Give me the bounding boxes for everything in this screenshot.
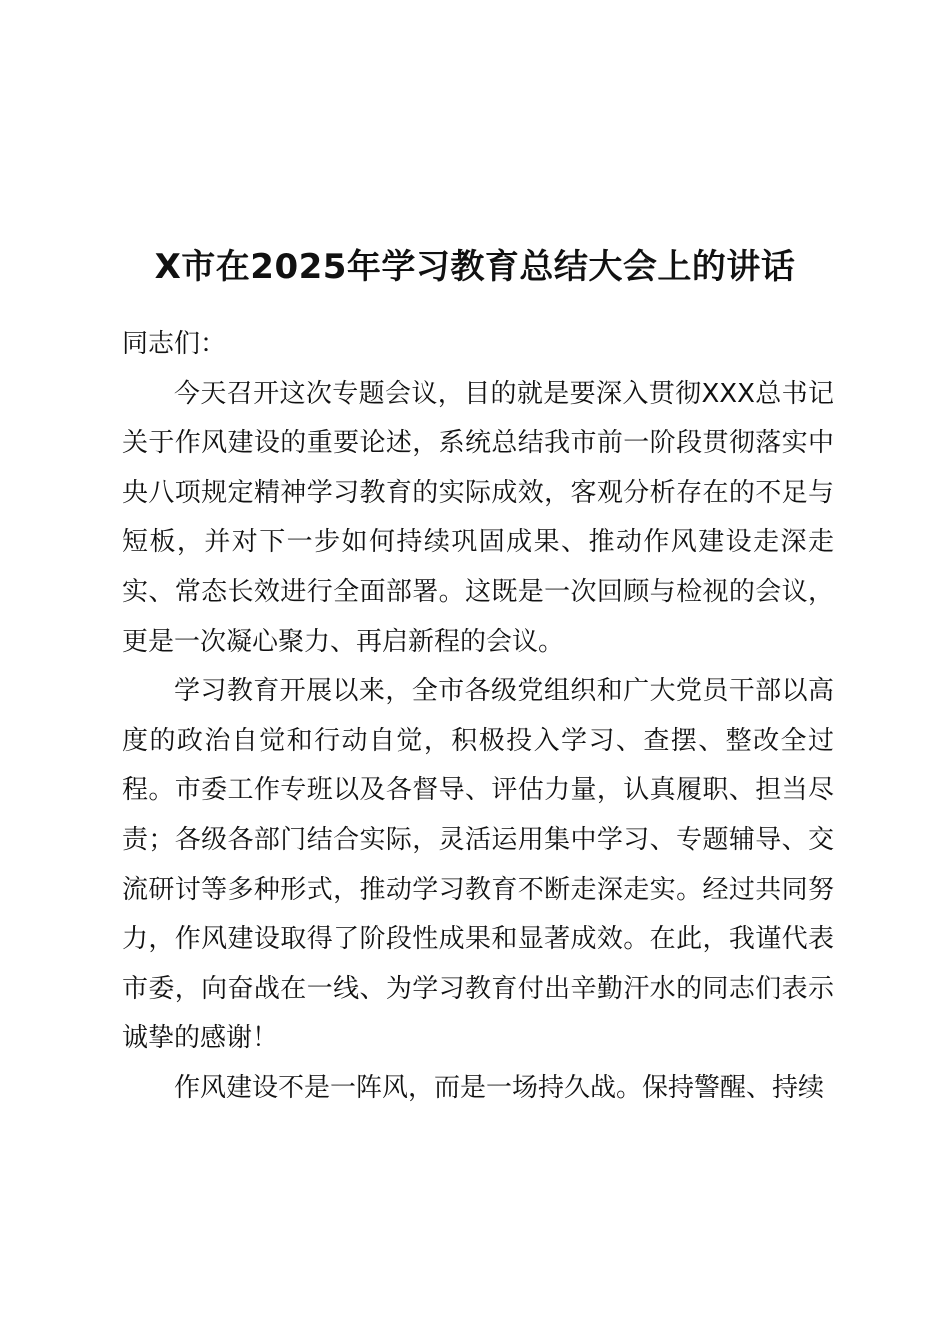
paragraph-2: 学习教育开展以来，全市各级党组织和广大党员干部以高度的政治自觉和行动自觉，积极投入学习、查摆、整改全过程。市委工作专班以及各督导、评估力量，认真履职、担当尽责；各级各部门结合实际，灵活运用集中学习、专题辅导、交流研讨等多种形式，推动学习教育不断走深走实。经过共同努力，作风建设取得了阶段性成果和显著成效。在此，我谨代表市委，向奋战在一线、为学习教育付出辛勤汗水的同志们表示诚挚的感谢！ — [122, 676, 834, 1054]
paragraph-1: 今天召开这次专题会议，目的就是要深入贯彻XXX总书记关于作风建设的重要论述，系统总结我市前一阶段贯彻落实中央八项规定精神学习教育的实际成效，客观分析存在的不足与短板，并对下一步如何持续巩固成果、推动作风建设走深走实、常态长效进行全面部署。这既是一次回顾与检视的会议，更是一次凝心聚力、再启新程的会议。 — [122, 378, 834, 657]
salutation: 同志们： — [122, 329, 227, 359]
paragraph-3: 作风建设不是一阵风，而是一场持久战。保持警醒、持续 — [174, 1072, 825, 1103]
document-body — [122, 320, 834, 1114]
document-title: X市在2025年学习教育总结大会上的讲话 — [154, 246, 796, 287]
